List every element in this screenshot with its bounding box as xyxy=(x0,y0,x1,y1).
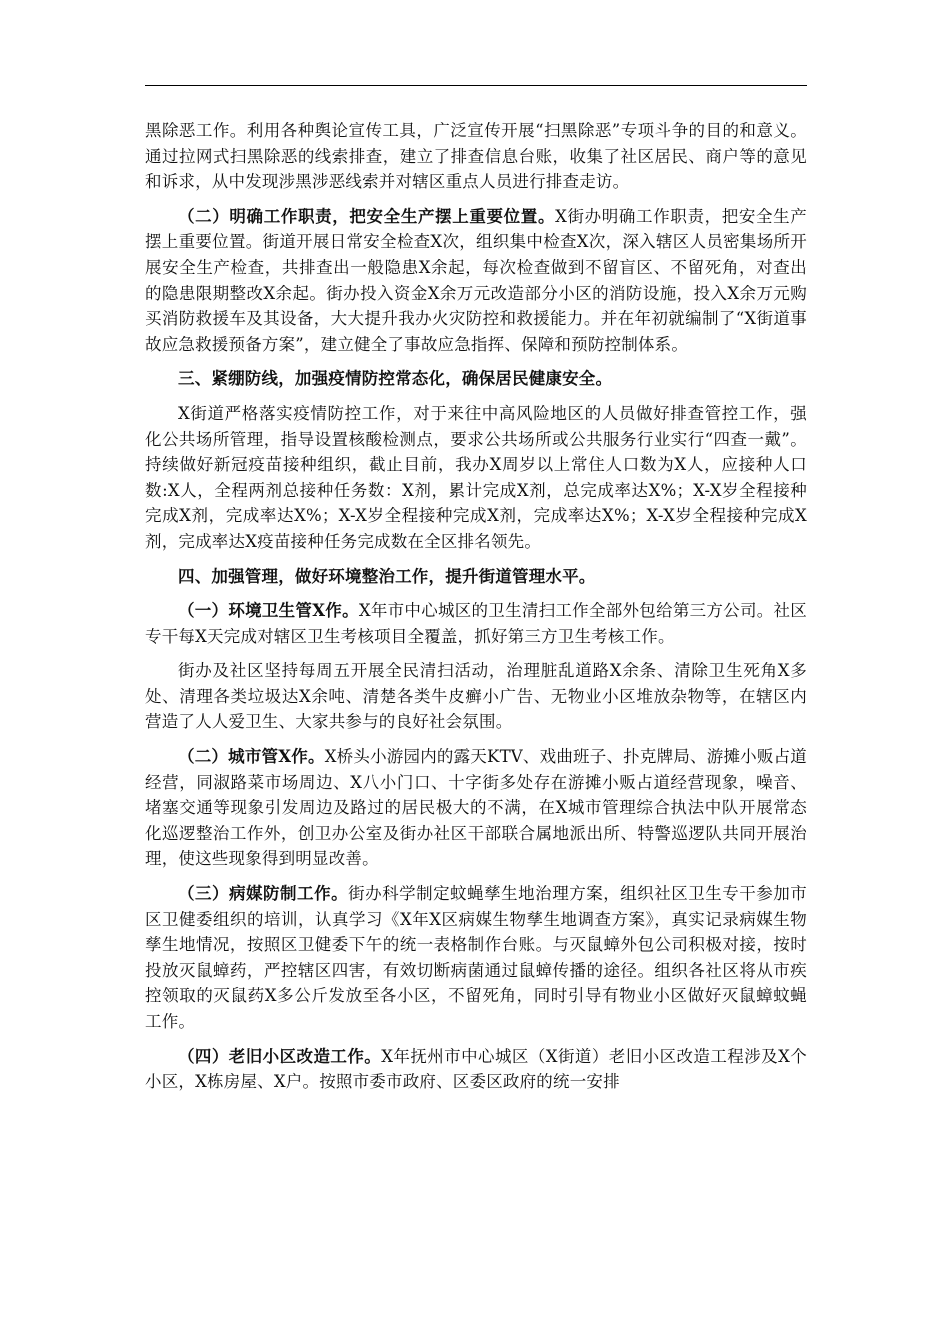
paragraph-continuation xyxy=(145,118,807,195)
paragraph-text: X街办明确工作职责，把安全生产摆上重要位置。街道开展日常安全检查X次，组织集中检查X次，深入辖区人员密集场所开展安全生产检查，共排查出一般隐患X余起，每次检查做到不留盲区、不留死角，对查出的隐患限期整改X余起。街办投入资金X余万元改造部分小区的消防设施，投入X余万元购买消防救援车及其设备，大大提升我办火灾防控和救援能力。并在年初就编制了“X街道事故应急救援预备方案”，建立健全了事故应急指挥、保障和预防控制体系。 xyxy=(145,206,808,354)
paragraph-epidemic-control xyxy=(145,401,807,555)
paragraph-old-community-renovation xyxy=(145,1044,807,1095)
paragraph-text: 黑除恶工作。利用各种舆论宣传工具，广泛宣传开展“扫黑除恶”专项斗争的目的和意义。通过拉网式扫黑除恶的线索排查，建立了排查信息台账，收集了社区居民、商户等的意见和诉求，从中发现涉黑涉恶线索并对辖区重点人员进行排查走访。 xyxy=(145,121,807,192)
paragraph-lead: （一）环境卫生管X作。 xyxy=(178,601,359,621)
document-body xyxy=(145,118,807,1095)
paragraph-text: 街办科学制定蚊蝇孳生地治理方案，组织社区卫生专干参加市区卫健委组织的培训，认真学习《X年X区病媒生物孳生地调查方案》，真实记录病媒生物孳生地情况，按照区卫健委下午的统一表格制作台账。与灭鼠蟑外包公司积极对接，按时投放灭鼠蟑药，严控辖区四害，有效切断病菌通过鼠蟑传播的途径。组织各社区将从市疾控领取的灭鼠药X多公斤发放至各小区，不留死角，同时引导有物业小区做好灭鼠蟑蚊蝇工作。 xyxy=(145,884,808,1031)
paragraph-vector-control xyxy=(145,881,807,1035)
paragraph-cleaning-activity xyxy=(145,658,807,735)
paragraph-text: X桥头小游园内的露天KTV、戏曲班子、扑克牌局、游摊小贩占道经营，同淑路菜市场周边、X八小门口、十字街多处存在游摊小贩占道经营现象，噪音、堵塞交通等现象引发周边及路过的居民极大的不满，在X城市管理综合执法中队开展常态化巡逻整治工作外，创卫办公室及街办社区干部联合属地派出所、特警巡逻队共同开展治理，使这些现象得到明显改善。 xyxy=(145,747,807,869)
paragraph-text: 街办及社区坚持每周五开展全民清扫活动，治理脏乱道路X余条、清除卫生死角X多处、清理各类垃圾达X余吨、清楚各类牛皮癣小广告、无物业小区堆放杂物等，在辖区内营造了人人爱卫生、大家共参与的良好社会氛围。 xyxy=(145,661,807,732)
paragraph-text: X街道严格落实疫情防控工作，对于来往中高风险地区的人员做好排查管控工作，强化公共场所管理，指导设置核酸检测点，要求公共场所或公共服务行业实行“四查一戴”。持续做好新冠疫苗接种组织，截止目前，我办X周岁以上常住人口数为X人，应接种人口数:X人，全程两剂总接种任务数：X剂，累计完成X剂，总完成率达X%；X-X岁全程接种完成X剂，完成率达X%；X-X岁全程接种完成X剂，完成率达X%；X-X岁全程接种完成X剂，完成率达X疫苗接种任务完成数在全区排名领先。 xyxy=(145,403,807,551)
paragraph-city-management xyxy=(145,744,807,872)
section-heading-3: 三、紧绷防线，加强疫情防控常态化，确保居民健康安全。 xyxy=(178,369,613,389)
section-heading-4: 四、加强管理，做好环境整治工作，提升街道管理水平。 xyxy=(178,566,596,586)
paragraph-text: X年抚州市中心城区（X街道）老旧小区改造工程涉及X个小区，X栋房屋、X户。按照市委市政府、区委区政府的统一安排 xyxy=(145,1046,807,1092)
paragraph-text: X年市中心城区的卫生清扫工作全部外包给第三方公司。社区专干每X天完成对辖区卫生考核项目全覆盖，抓好第三方卫生考核工作。 xyxy=(145,601,807,646)
paragraph-lead: （二）城市管X作。 xyxy=(178,747,325,767)
paragraph-lead: （三）病媒防制工作。 xyxy=(178,884,349,904)
paragraph-lead: （四）老旧小区改造工作。 xyxy=(178,1046,382,1066)
paragraph-lead: （二）明确工作职责，把安全生产摆上重要位置。 xyxy=(178,206,556,226)
paragraph-sanitation xyxy=(145,598,807,649)
paragraph-safety-production xyxy=(145,204,807,358)
header-rule xyxy=(145,85,807,86)
